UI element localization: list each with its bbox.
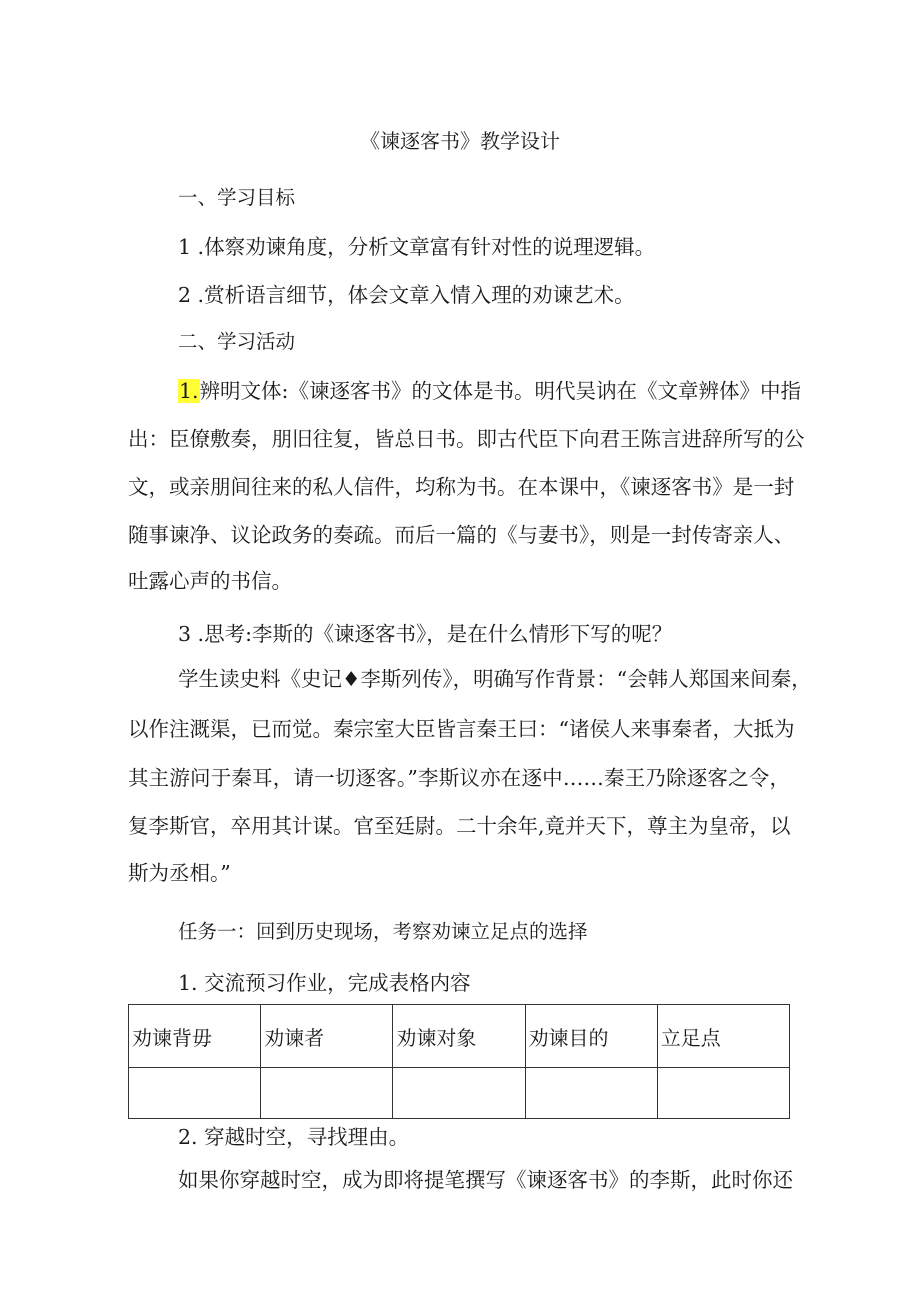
section-heading-activities: 二、学习活动 [178,330,296,353]
paragraph-4-line-5: 斯为丞相。” [128,861,231,885]
table-cell [657,1068,789,1119]
table-header-cell: 劝谏背毋 [129,1005,261,1068]
paragraph-1-line-5: 吐露心声的书信。 [128,569,292,593]
table-cell [261,1068,393,1119]
paragraph-4-line-3: 其主游问于秦耳，请一切逐客。”李斯议亦在逐中……秦王乃除逐客之令， [128,766,790,790]
table-header-cell: 劝谏目的 [525,1005,657,1068]
paragraph-3: 3 .思考:李斯的《谏逐客书》，是在什么情形下写的呢？ [178,622,673,646]
table-cell [393,1068,525,1119]
paragraph-1-line-2: 出：臣僚敷奏，朋旧往复，皆总日书。即古代臣下向君王陈言进辞所写的公 [128,427,805,451]
task-1-heading: 任务一：回到历史现场，考察劝谏立足点的选择 [178,920,588,943]
analysis-table [128,1004,790,1119]
table-header-cell: 立足点 [657,1005,789,1068]
paragraph-4-line-2: 以作注溉渠，已而觉。秦宗室大臣皆言秦王曰：“诸侯人来事秦者，大抵为 [128,717,795,741]
table-header-row [129,1005,790,1068]
table-row [129,1068,790,1119]
table-cell [129,1068,261,1119]
table-header-cell: 劝谏者 [261,1005,393,1068]
paragraph-1-line-1 [178,377,801,405]
paragraph-1-line-1-text: 辨明文体:《谏逐客书》的文体是书。明代吴讷在《文章辨体》中指 [199,379,801,403]
paragraph-1-line-3: 文，或亲朋间往来的私人信件，均称为书。在本课中，《谏逐客书》是一封 [128,475,795,499]
highlight-marker: 1. [179,379,199,403]
section-heading-goals: 一、学习目标 [178,186,296,209]
table-header-cell: 劝谏对象 [393,1005,525,1068]
task-1-step-2-text: 如果你穿越时空，成为即将提笔撰写《谏逐客书》的李斯，此时你还 [178,1168,793,1192]
task-1-step-2: 2. 穿越时空，寻找理由。 [178,1125,410,1149]
paragraph-1-line-4: 随事谏净、议论政务的奏疏。而后一篇的《与妻书》，则是一封传寄亲人、 [128,523,795,547]
task-1-step-1: 1. 交流预习作业，完成表格内容 [178,971,471,995]
table-cell [525,1068,657,1119]
page-title: 《谏逐客书》教学设计 [360,129,560,153]
goal-item-1: 1 .体察劝谏角度，分析文章富有针对性的说理逻辑。 [178,235,656,259]
paragraph-4-line-4: 复李斯官，卒用其计谋。官至廷尉。二十余年,竟并天下，尊主为皇帝，以 [128,814,791,838]
goal-item-2: 2 .赏析语言细节，体会文章入情入理的劝谏艺术。 [178,283,635,307]
paragraph-4-line-1: 学生读史料《史记♦李斯列传》，明确写作背景：“会韩人郑国来间秦， [178,667,812,691]
